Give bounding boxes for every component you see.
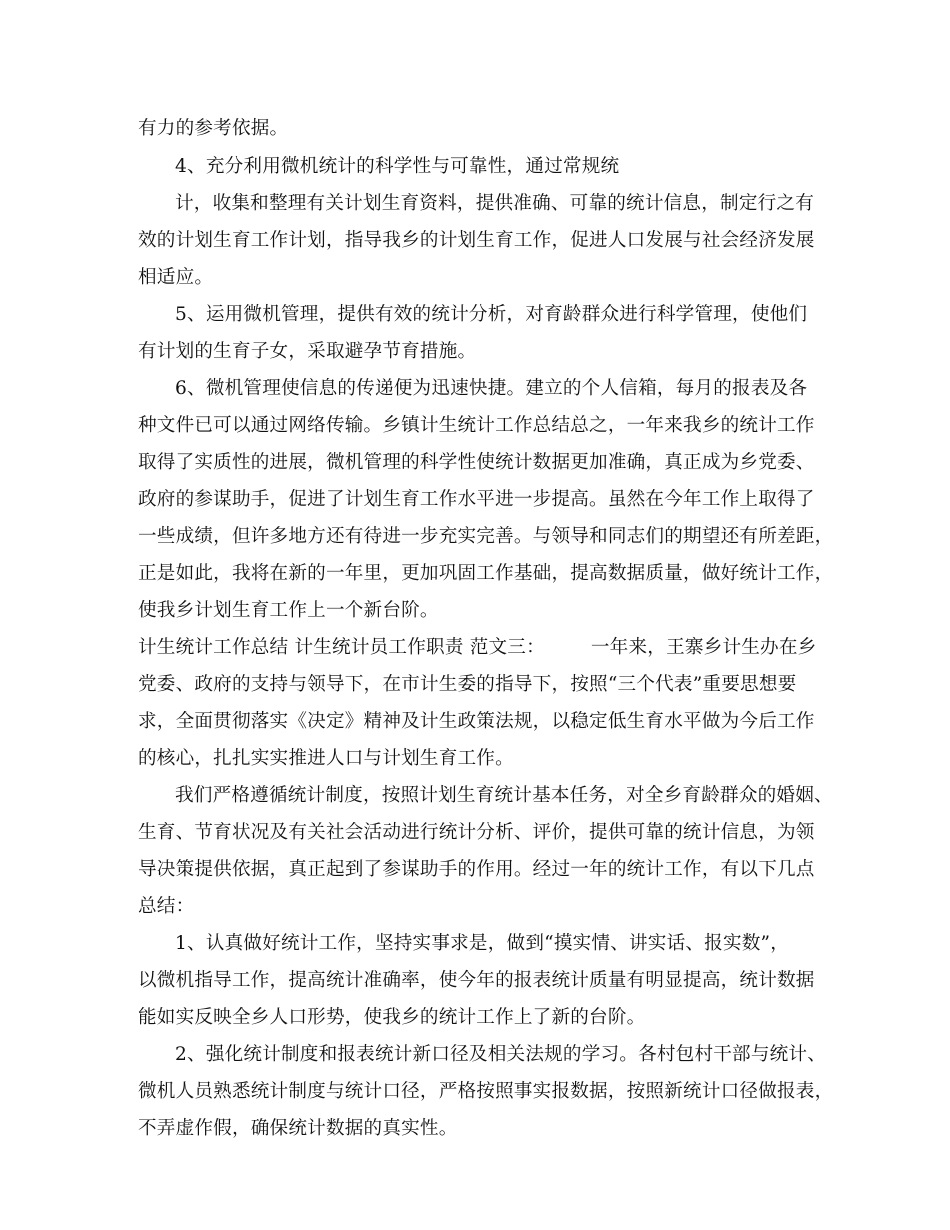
text-line: 我们严格遵循统计制度，按照计划生育统计基本任务，对全乡育龄群众的婚姻、 xyxy=(175,785,833,806)
text-line: 4、充分利用微机统计的科学性与可靠性，通过常规统 xyxy=(175,156,620,177)
text-line: 有计划的生育子女，采取避孕节育措施。 xyxy=(138,341,477,362)
text-line: 政府的参谋助手，促进了计划生育工作水平进一步提高。虽然在今年工作上取得了 xyxy=(138,489,815,510)
text-line: 5、运用微机管理，提供有效的统计分析，对育龄群众进行科学管理，使他们 xyxy=(175,304,808,325)
text-line: 6、微机管理使信息的传递便为迅速快捷。建立的个人信箱，每月的报表及各 xyxy=(175,378,808,399)
text-line: 生育、节育状况及有关社会活动进行统计分析、评价，提供可靠的统计信息，为领 xyxy=(138,822,815,843)
text-line: 一些成绩，但许多地方还有待进一步充实完善。与领导和同志们的期望还有所差距， xyxy=(138,526,834,547)
text-line: 使我乡计划生育工作上一个新台阶。 xyxy=(138,600,439,621)
text-line: 党委、政府的支持与领导下，在市计生委的指导下，按照“三个代表”重要思想要 xyxy=(138,674,797,695)
text-line: 效的计划生育工作计划，指导我乡的计划生育工作，促进人口发展与社会经济发展 xyxy=(138,230,815,251)
text-line: 不弄虚作假，确保统计数据的真实性。 xyxy=(138,1118,458,1139)
text-line: 的核心，扎扎实实推进人口与计划生育工作。 xyxy=(138,748,514,769)
text-line: 能如实反映全乡人口形势，使我乡的统计工作上了新的台阶。 xyxy=(138,1007,646,1028)
text-line: 正是如此，我将在新的一年里，更加巩固工作基础，提高数据质量，做好统计工作， xyxy=(138,563,834,584)
text-line: 以微机指导工作，提高统计准确率，使今年的报表统计质量有明显提高，统计数据 xyxy=(138,970,815,991)
text-line: 相适应。 xyxy=(138,267,214,288)
text-line: 总结： xyxy=(138,896,195,917)
text-line: 有力的参考依据。 xyxy=(138,118,289,139)
text-line: 微机人员熟悉统计制度与统计口径，严格按照事实报数据，按照新统计口径做报表， xyxy=(138,1081,834,1102)
text-line: 导决策提供依据，真正起到了参谋助手的作用。经过一年的统计工作，有以下几点 xyxy=(138,859,815,880)
section-heading: 计生统计工作总结 计生统计员工作职责 范文三： xyxy=(138,637,545,658)
text-line: 1、认真做好统计工作，坚持实事求是，做到“摸实情、讲实话、报实数”， xyxy=(175,933,790,954)
text-line: 取得了实质性的进展，微机管理的科学性使统计数据更加准确，真正成为乡党委、 xyxy=(138,452,815,473)
section-opening: 一年来，王寨乡计生办在乡 xyxy=(590,637,817,658)
text-line: 2、强化统计制度和报表统计新口径及相关法规的学习。各村包村干部与统计、 xyxy=(175,1044,827,1065)
text-line-heading xyxy=(138,636,816,660)
text-line: 求，全面贯彻落实《决定》精神及计生政策法规，以稳定低生育水平做为今后工作 xyxy=(138,711,815,732)
text-line: 种文件已可以通过网络传输。乡镇计生统计工作总结总之，一年来我乡的统计工作 xyxy=(138,415,815,436)
text-line: 计，收集和整理有关计划生育资料，提供准确、可靠的统计信息，制定行之有 xyxy=(175,193,814,214)
